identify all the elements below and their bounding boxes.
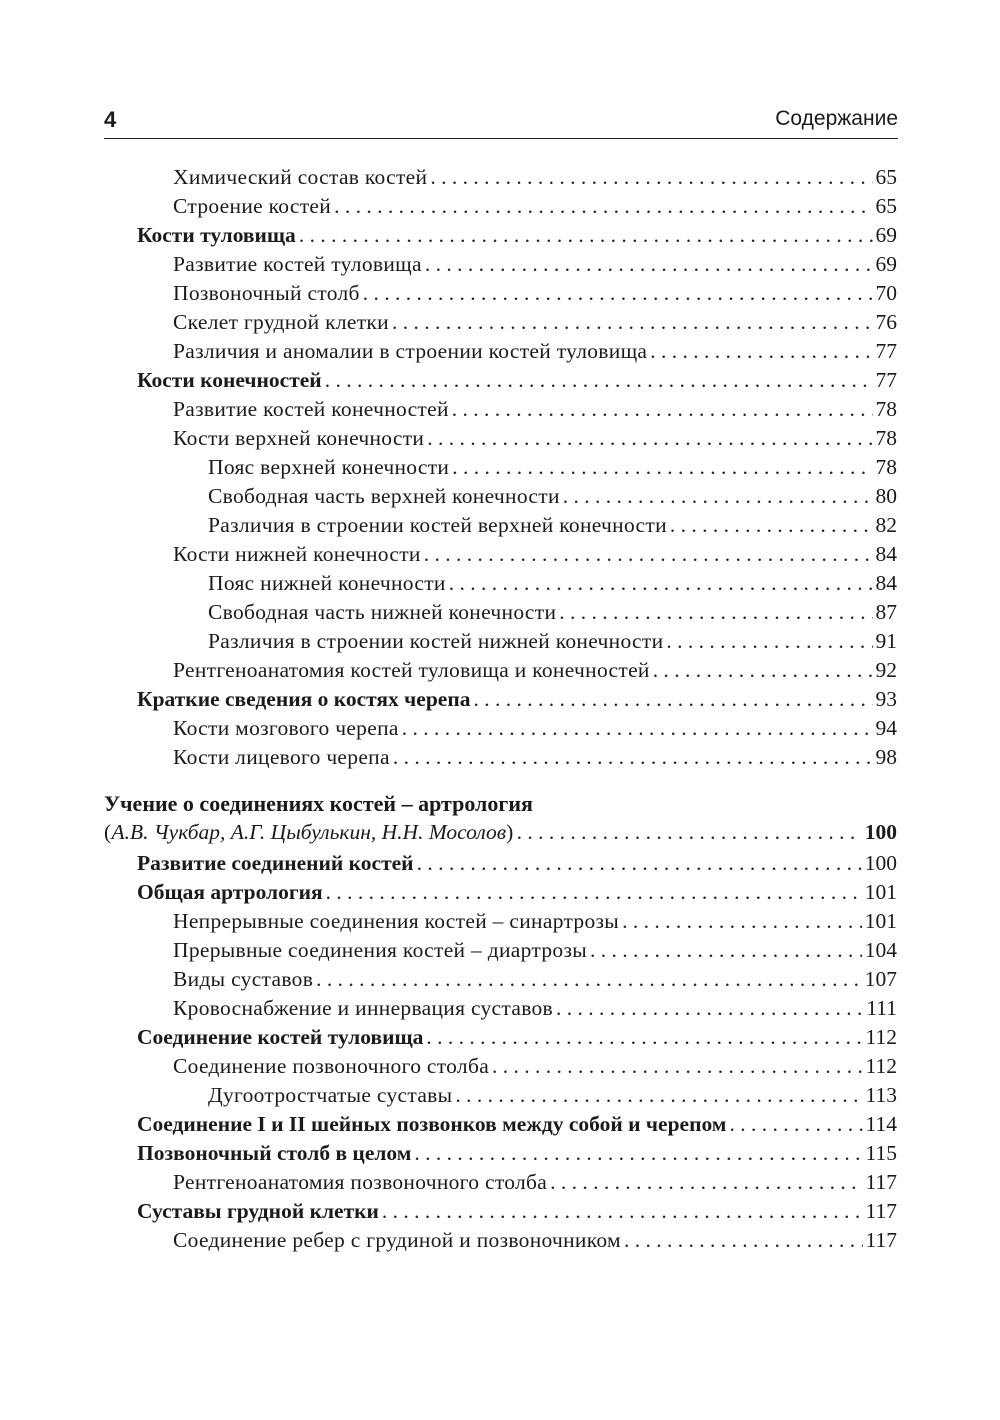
dot-leader bbox=[622, 907, 862, 936]
toc-entry-title: Свободная часть нижней конечности bbox=[208, 600, 557, 624]
toc-entry-title: Дугоотростчатые суставы bbox=[208, 1083, 453, 1107]
toc-entry-page: 65 bbox=[875, 194, 897, 218]
toc-entry-title: Виды суставов bbox=[173, 967, 314, 991]
dot-leader bbox=[424, 540, 873, 569]
toc-entry[interactable] bbox=[173, 714, 897, 743]
toc-entry-page: 113 bbox=[865, 1083, 897, 1107]
dot-leader bbox=[427, 424, 872, 453]
toc-entry-title: Непрерывные соединения костей – синартрозы bbox=[173, 909, 620, 933]
toc-entry-title: Соединение позвоночного столба bbox=[173, 1054, 490, 1078]
toc-entry-page: 78 bbox=[875, 455, 897, 479]
toc-entry[interactable] bbox=[173, 163, 897, 192]
dot-leader bbox=[666, 627, 872, 656]
toc-entry-title: Пояс нижней конечности bbox=[208, 571, 446, 595]
toc-entry-page: 112 bbox=[865, 1054, 897, 1078]
toc-entry[interactable] bbox=[173, 279, 897, 308]
toc-entry-page: 100 bbox=[864, 851, 897, 875]
toc-entry-title: Суставы грудной клетки bbox=[137, 1199, 379, 1223]
toc-entry[interactable] bbox=[137, 1023, 897, 1052]
dot-leader bbox=[449, 569, 873, 598]
toc-entry-page: 77 bbox=[875, 339, 897, 363]
dot-leader bbox=[382, 1197, 863, 1226]
toc-entry[interactable] bbox=[173, 907, 897, 936]
toc-entry-title: Кости нижней конечности bbox=[173, 542, 421, 566]
toc-entry-page: 93 bbox=[875, 687, 897, 711]
toc-entry-page: 69 bbox=[875, 252, 897, 276]
dot-leader bbox=[556, 994, 863, 1023]
dot-leader bbox=[417, 849, 862, 878]
dot-leader bbox=[393, 743, 873, 772]
toc-entry-page: 78 bbox=[875, 426, 897, 450]
toc-entry[interactable] bbox=[137, 878, 897, 907]
toc-entry-page: 69 bbox=[875, 223, 897, 247]
toc-entry-page: 104 bbox=[864, 938, 897, 962]
toc-entry-title: Свободная часть верхней конечности bbox=[208, 484, 560, 508]
toc-entry[interactable] bbox=[173, 540, 897, 569]
toc-entry[interactable] bbox=[208, 627, 897, 656]
toc-entry[interactable] bbox=[173, 192, 897, 221]
toc-entry[interactable] bbox=[173, 395, 897, 424]
dot-leader bbox=[473, 685, 872, 714]
toc-entry[interactable] bbox=[137, 1110, 897, 1139]
toc-entry-title: Соединение I и II шейных позвонков между собой и черепом bbox=[137, 1112, 727, 1136]
authors-open-paren: ( bbox=[104, 820, 112, 844]
dot-leader bbox=[624, 1226, 863, 1255]
dot-leader bbox=[452, 395, 873, 424]
toc-entry-page: 100 bbox=[864, 820, 897, 844]
toc-entry[interactable] bbox=[173, 424, 897, 453]
toc-entry[interactable] bbox=[137, 366, 897, 395]
toc-entry[interactable] bbox=[173, 743, 897, 772]
toc-entry-page: 117 bbox=[865, 1170, 897, 1194]
toc-entry-page: 70 bbox=[875, 281, 897, 305]
toc-entry[interactable] bbox=[208, 511, 897, 540]
toc-entry-page: 101 bbox=[864, 909, 897, 933]
toc-entry-page: 80 bbox=[875, 484, 897, 508]
dot-leader bbox=[653, 656, 873, 685]
toc-entry-title: Соединение ребер с грудиной и позвоночником bbox=[173, 1228, 621, 1252]
toc-entry-page: 115 bbox=[865, 1141, 897, 1165]
toc-entry-title: Кости туловища bbox=[137, 223, 296, 247]
toc-entry[interactable] bbox=[208, 453, 897, 482]
dot-leader bbox=[492, 1052, 863, 1081]
dot-leader bbox=[517, 818, 862, 847]
toc-entry-page: 114 bbox=[865, 1112, 897, 1136]
dot-leader bbox=[325, 366, 873, 395]
authors-close-paren: ) bbox=[506, 820, 514, 844]
dot-leader bbox=[729, 1110, 862, 1139]
toc-entry-title: Различия и аномалии в строении костей туловища bbox=[173, 339, 648, 363]
toc-entry-page: 101 bbox=[864, 880, 897, 904]
dot-leader bbox=[590, 936, 862, 965]
toc-entry-title: Кости мозгового черепа bbox=[173, 716, 399, 740]
toc-entry-title: Рентгеноанатомия позвоночного столба bbox=[173, 1170, 548, 1194]
section-title: Учение о соединениях костей – артрология bbox=[104, 791, 533, 816]
dot-leader bbox=[363, 279, 873, 308]
dot-leader bbox=[455, 1081, 862, 1110]
toc-entry-title: Пояс верхней конечности bbox=[208, 455, 450, 479]
toc-entry-title: Соединение костей туловища bbox=[137, 1025, 424, 1049]
dot-leader bbox=[392, 308, 873, 337]
toc-entry-page: 84 bbox=[875, 542, 897, 566]
toc-entry-title: Строение костей bbox=[173, 194, 332, 218]
dot-leader bbox=[334, 192, 872, 221]
toc-entry-page: 84 bbox=[875, 571, 897, 595]
toc-entry[interactable] bbox=[173, 1168, 897, 1197]
toc-entry-title: Различия в строении костей верхней конечности bbox=[208, 513, 667, 537]
dot-leader bbox=[563, 482, 873, 511]
toc-entry[interactable] bbox=[173, 337, 897, 366]
toc-entry[interactable] bbox=[137, 849, 897, 878]
toc-entry-title: Кости конечностей bbox=[137, 368, 322, 392]
toc-entry-page: 78 bbox=[875, 397, 897, 421]
toc-entry-page: 76 bbox=[875, 310, 897, 334]
toc-entry[interactable] bbox=[173, 1052, 897, 1081]
dot-leader bbox=[414, 1139, 862, 1168]
toc-entry-title: Позвоночный столб в целом bbox=[137, 1141, 412, 1165]
toc-entry-title: Химический состав костей bbox=[173, 165, 428, 189]
toc-entry-page: 107 bbox=[864, 967, 897, 991]
page-header bbox=[104, 104, 898, 139]
toc-entry[interactable] bbox=[173, 656, 897, 685]
page-number: 4 bbox=[104, 107, 117, 132]
dot-leader bbox=[299, 221, 873, 250]
toc-entry-title: Скелет грудной клетки bbox=[173, 310, 389, 334]
toc-entry[interactable] bbox=[208, 482, 897, 511]
toc-entry[interactable] bbox=[137, 1197, 897, 1226]
dot-leader bbox=[452, 453, 872, 482]
dot-leader bbox=[650, 337, 872, 366]
dot-leader bbox=[550, 1168, 862, 1197]
toc-entry-authors[interactable] bbox=[104, 818, 897, 847]
toc-entry-title: Позвоночный столб bbox=[173, 281, 360, 305]
toc-entry[interactable] bbox=[173, 936, 897, 965]
toc-entry[interactable] bbox=[173, 994, 897, 1023]
dot-leader bbox=[430, 163, 872, 192]
toc-entry[interactable] bbox=[173, 1226, 897, 1255]
toc-entry[interactable] bbox=[173, 965, 897, 994]
toc-entry-title: Общая артрология bbox=[137, 880, 323, 904]
toc-entry-page: 91 bbox=[875, 629, 897, 653]
toc-entry-page: 117 bbox=[865, 1199, 897, 1223]
dot-leader bbox=[402, 714, 873, 743]
toc-entry-page: 77 bbox=[875, 368, 897, 392]
toc-entry-page: 117 bbox=[865, 1228, 897, 1252]
section-authors: А.В. Чукбар, А.Г. Цыбулькин, Н.Н. Мосолов bbox=[111, 820, 507, 844]
toc-entry[interactable] bbox=[173, 308, 897, 337]
toc-entry[interactable] bbox=[173, 250, 897, 279]
toc-entry[interactable] bbox=[137, 1139, 897, 1168]
dot-leader bbox=[326, 878, 862, 907]
toc-entry[interactable] bbox=[137, 685, 897, 714]
toc-entry-title: Рентгеноанатомия костей туловища и конечностей bbox=[173, 658, 650, 682]
toc-entry-title: Развитие костей туловища bbox=[173, 252, 422, 276]
toc-entry-title: Различия в строении костей нижней конечности bbox=[208, 629, 664, 653]
toc-entry[interactable] bbox=[208, 1081, 897, 1110]
dot-leader bbox=[670, 511, 873, 540]
toc-entry-title: Развитие костей конечностей bbox=[173, 397, 449, 421]
dot-leader bbox=[425, 250, 873, 279]
toc-entry-title: Кровоснабжение и иннервация суставов bbox=[173, 996, 554, 1020]
toc-entry[interactable] bbox=[137, 221, 897, 250]
toc-entry-title: Прерывные соединения костей – диартрозы bbox=[173, 938, 587, 962]
toc-entry-page: 98 bbox=[875, 745, 897, 769]
toc-entry-title: Краткие сведения о костях черепа bbox=[137, 687, 471, 711]
toc-entry-page: 92 bbox=[875, 658, 897, 682]
dot-leader bbox=[426, 1023, 862, 1052]
toc-entry[interactable] bbox=[208, 569, 897, 598]
dot-leader bbox=[559, 598, 872, 627]
toc-entry-title: Развитие соединений костей bbox=[137, 851, 414, 875]
toc-entry-page: 112 bbox=[865, 1025, 897, 1049]
toc-entry-page: 82 bbox=[875, 513, 897, 537]
toc-entry[interactable] bbox=[208, 598, 897, 627]
dot-leader bbox=[316, 965, 862, 994]
toc-entry-title: Кости верхней конечности bbox=[173, 426, 425, 450]
toc-entry-page: 65 bbox=[875, 165, 897, 189]
toc-entry-title: Кости лицевого черепа bbox=[173, 745, 390, 769]
toc-entry-page: 94 bbox=[875, 716, 897, 740]
toc-entry-page: 87 bbox=[875, 600, 897, 624]
running-title: Содержание bbox=[775, 107, 898, 130]
toc-entry-page: 111 bbox=[866, 996, 897, 1020]
